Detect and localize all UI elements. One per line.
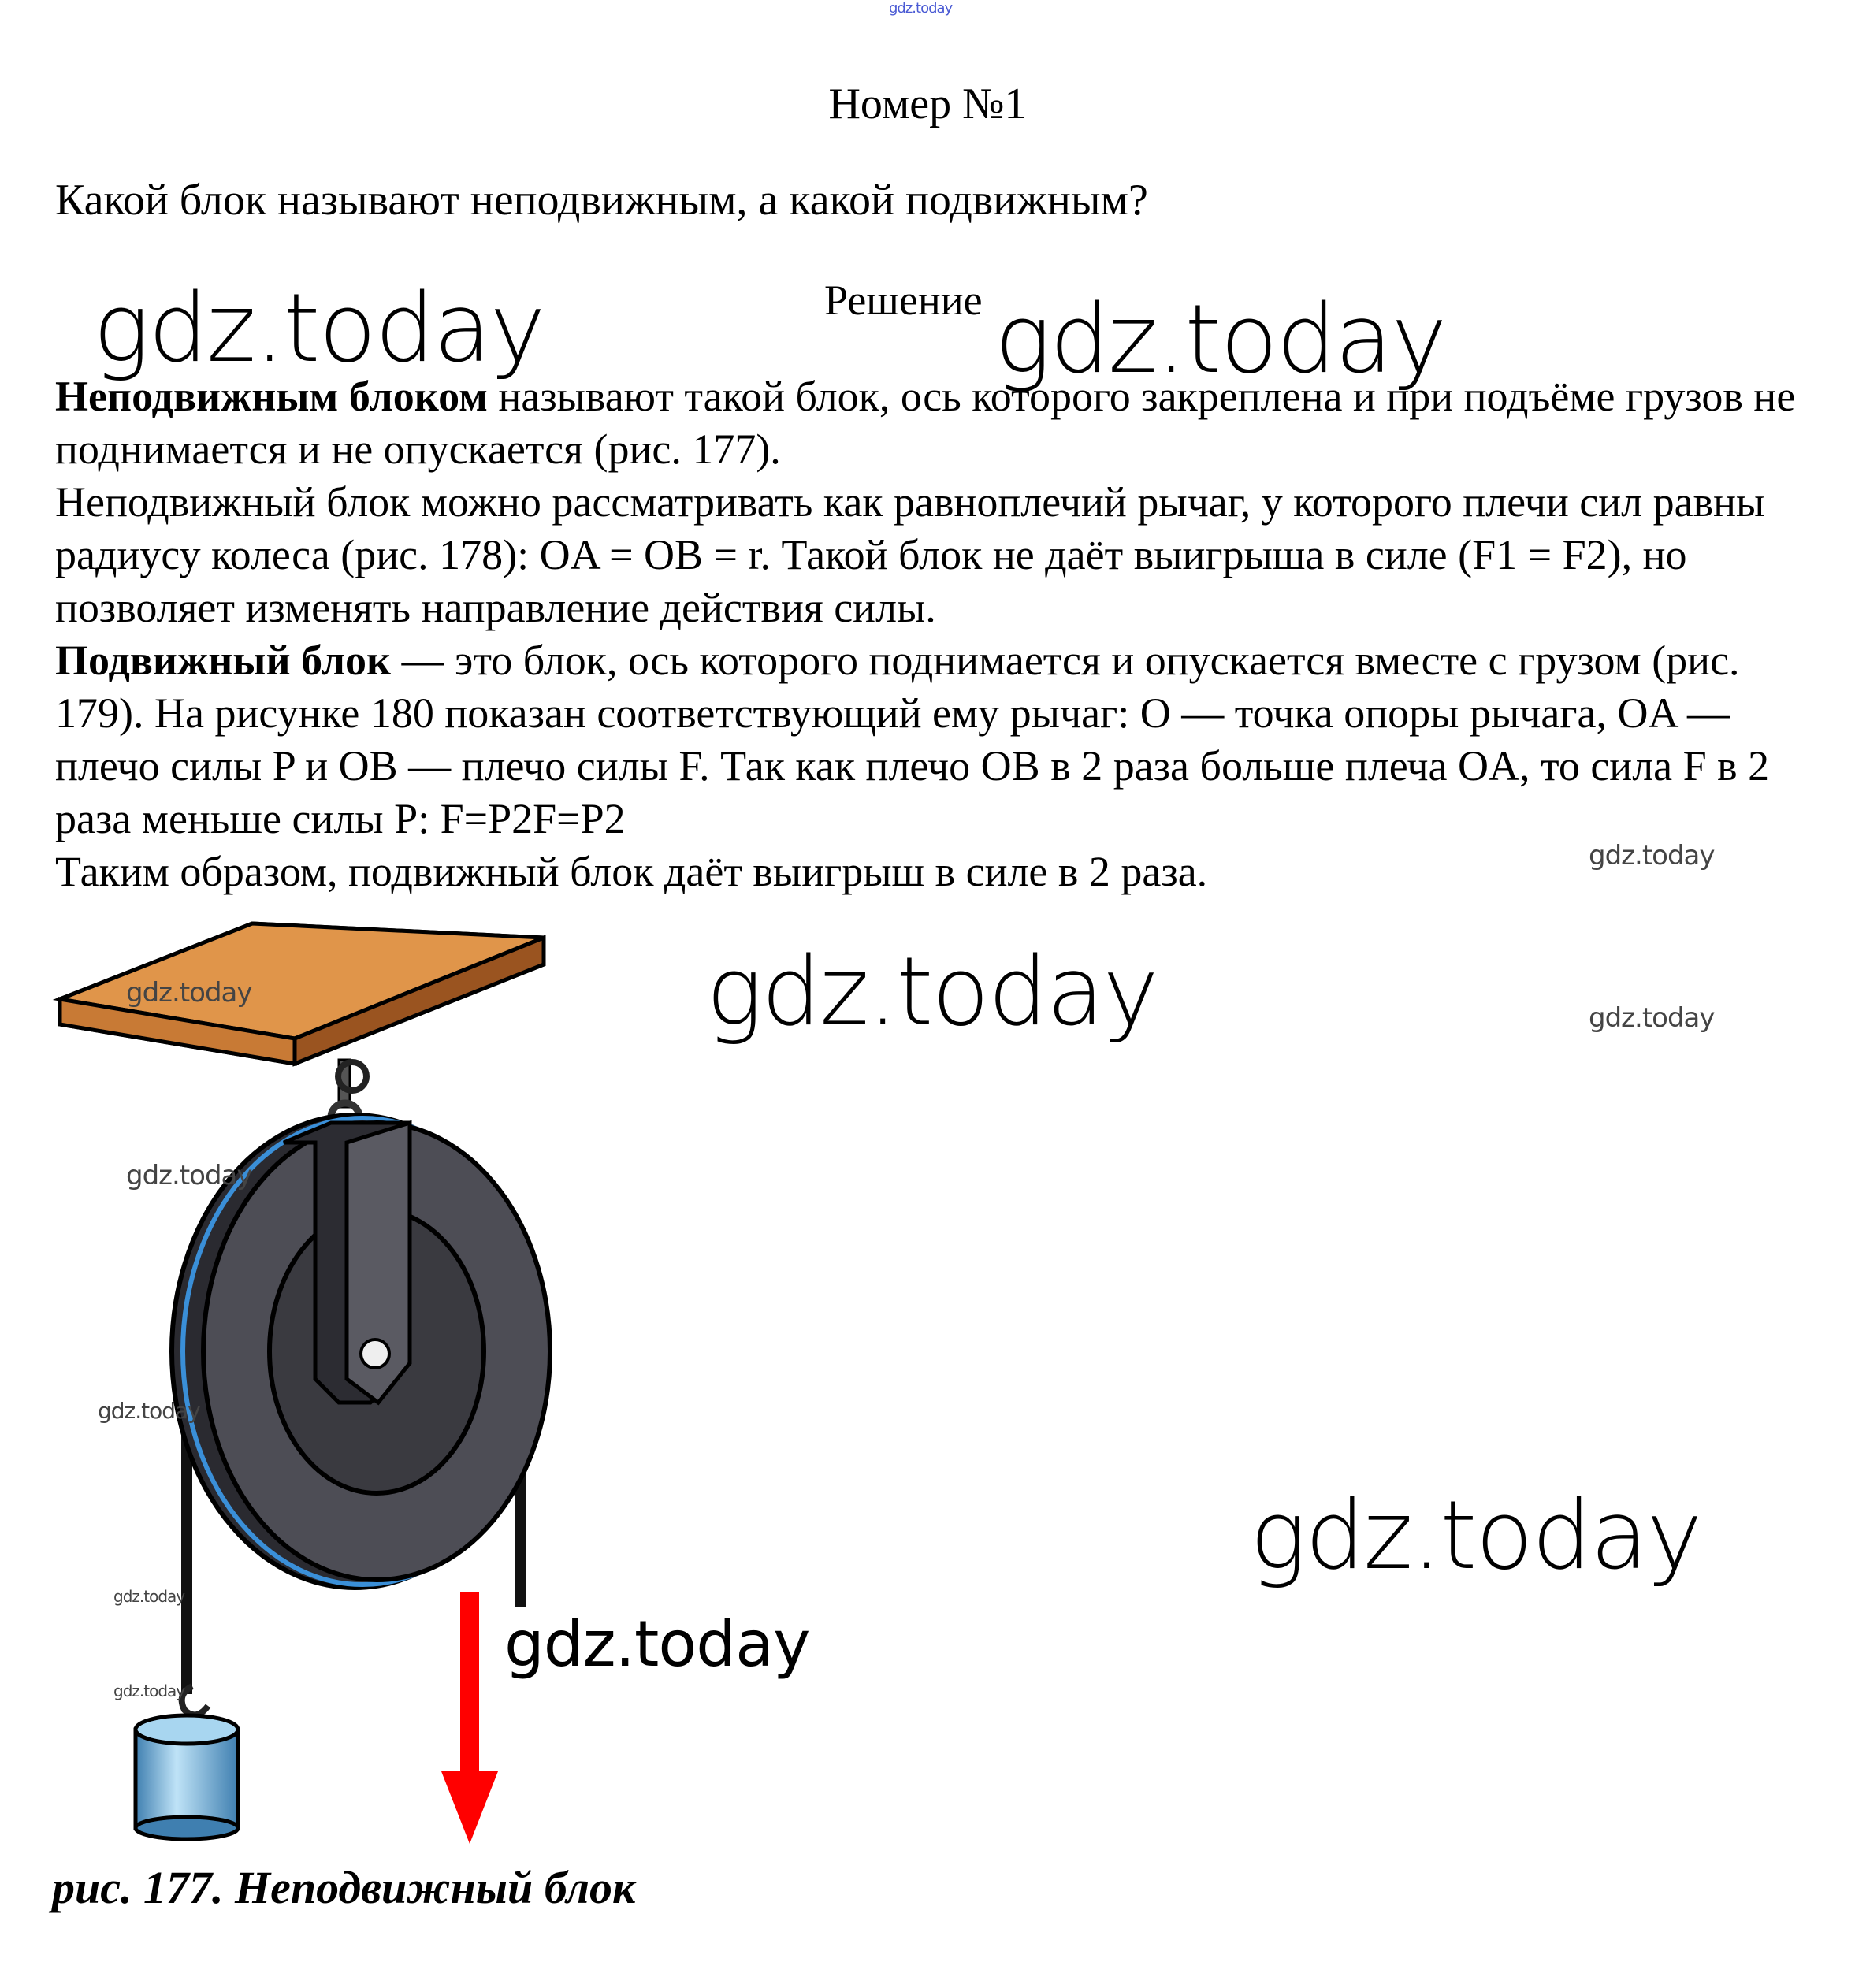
paragraph-lever: Неподвижный блок можно рассматривать как равноплечий рычаг, у которого плечи сил равны радиусу колеса (рис. 178): OA = OB = r. Такой блок не даёт выигрыша в силе (F1 = F2), но позволяет изменять направление действия силы. — [55, 478, 1765, 631]
watermark: gdz.today — [1589, 1002, 1715, 1034]
watermark: gdz.today — [889, 0, 953, 17]
watermark: gdz.today — [126, 1160, 252, 1191]
watermark: gdz.today — [98, 1398, 200, 1424]
term-fixed-block: Неподвижным блоком — [55, 373, 488, 420]
question-text: Какой блок называют неподвижным, а какой подвижным? — [55, 176, 1148, 225]
pulley-figure — [0, 906, 599, 1860]
watermark: gdz.today — [113, 1681, 185, 1700]
solution-label: Решение — [824, 277, 983, 324]
weight — [136, 1715, 238, 1839]
paragraph-conclusion: Таким образом, подвижный блок даёт выигрыш в силе в 2 раза. — [55, 848, 1208, 895]
term-movable-block: Подвижный блок — [55, 637, 392, 684]
weight-hook — [182, 1686, 208, 1715]
watermark: gdz.today — [994, 285, 1446, 395]
figure-caption: рис. 177. Неподвижный блок — [52, 1862, 636, 1913]
paragraph-fixed-block — [55, 370, 1820, 476]
solution-body — [55, 370, 1820, 898]
watermark: gdz.today — [93, 274, 545, 384]
paragraph-text: — это блок, ось которого поднимается и опускается вместе с грузом (рис. 179). На рисунке 180 показан соответствующий ему рычаг: O — точка опоры рычага, OA — плечо силы P и OB — плечо силы F. Так как плечо OB в 2 раза больше плеча OA, то сила F в 2 раза меньше силы P: F=P2F=P2 — [55, 637, 1770, 842]
watermark: gdz.today — [126, 977, 252, 1009]
watermark: gdz.today — [1250, 1481, 1701, 1591]
paragraph-text: называют такой блок, ось которого закреплена и при подъёме грузов не поднимается и не опускается (рис. 177). — [55, 373, 1796, 473]
watermark: gdz.today — [504, 1607, 810, 1681]
watermark: gdz.today — [1589, 840, 1715, 871]
watermark: gdz.today — [706, 938, 1158, 1047]
force-arrow — [441, 1592, 498, 1844]
paragraph-movable-block — [55, 634, 1820, 845]
watermark: gdz.today — [113, 1587, 185, 1606]
page-title: Номер №1 — [828, 80, 1027, 128]
